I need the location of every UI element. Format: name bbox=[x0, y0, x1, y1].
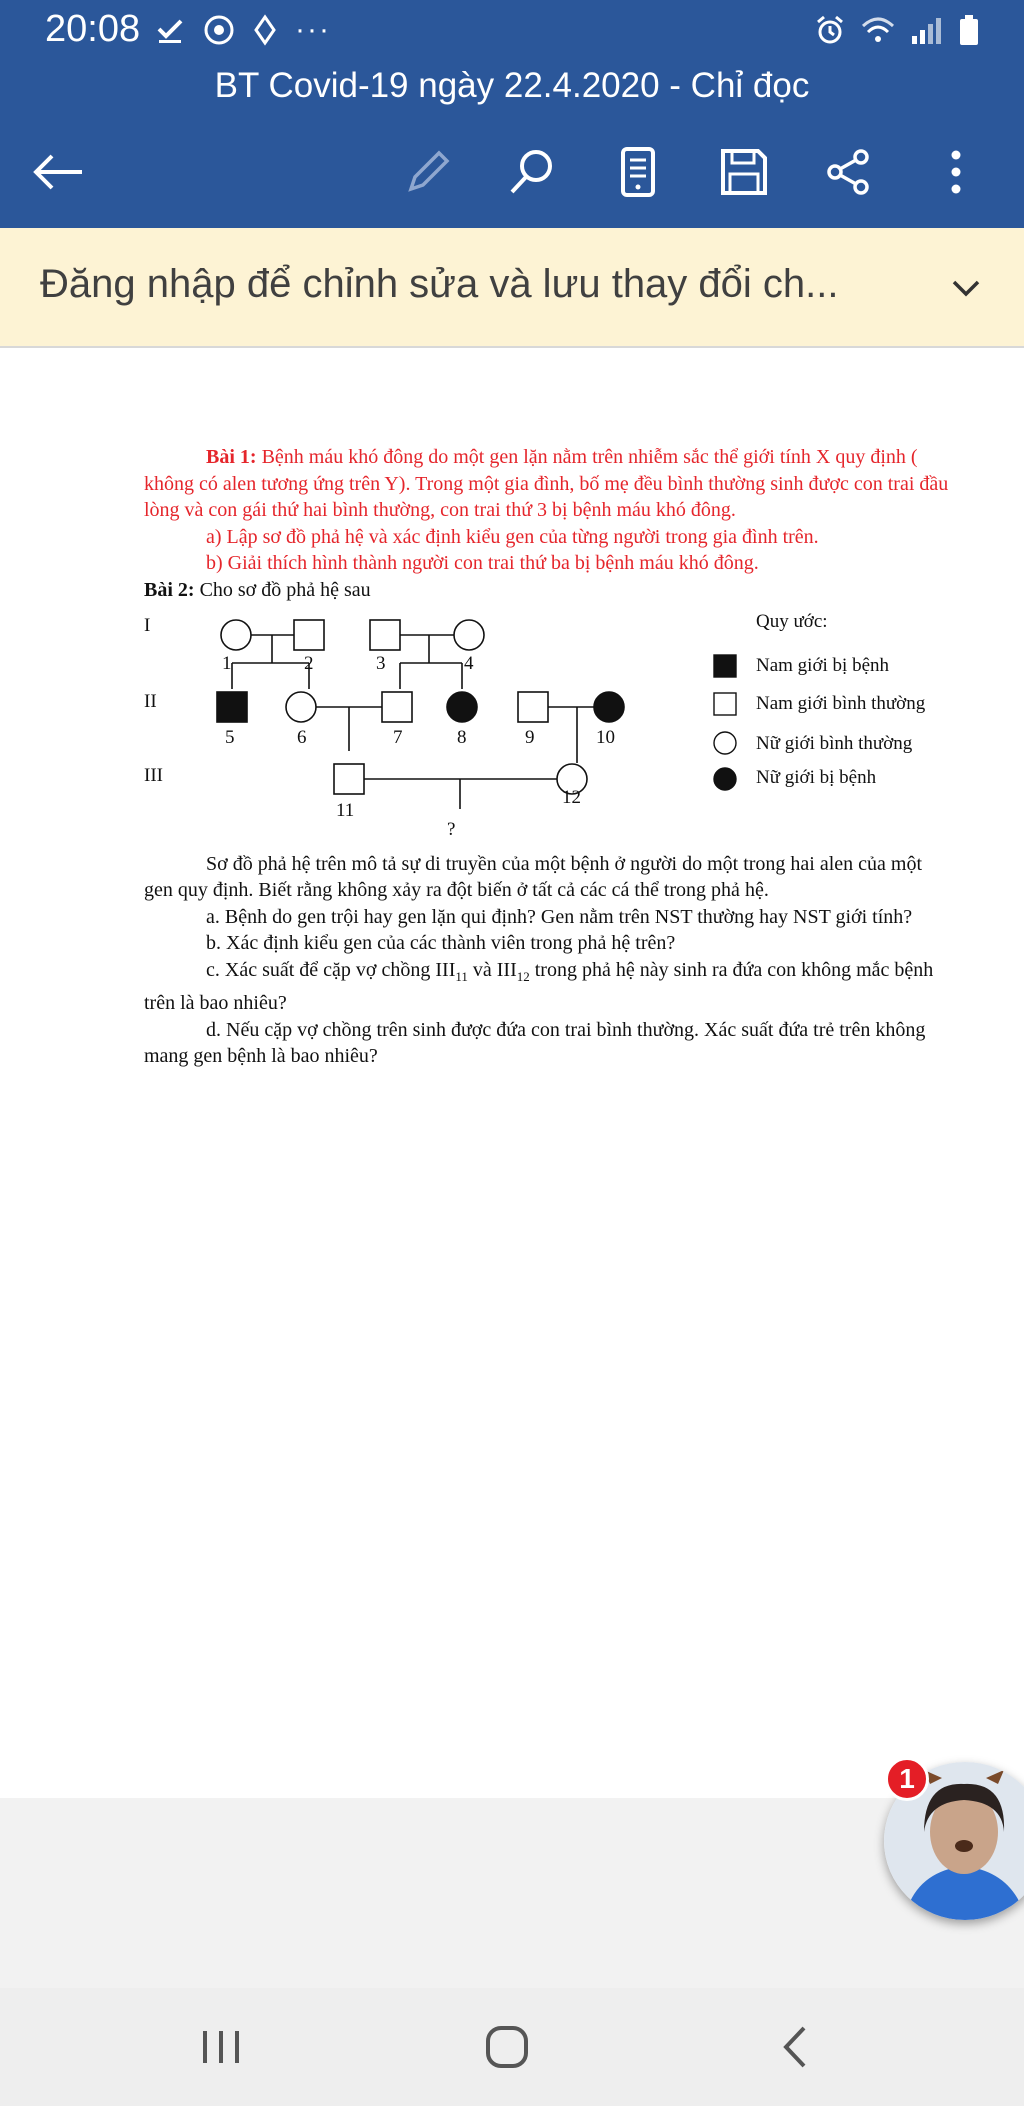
individual-3-normal-male bbox=[370, 620, 400, 650]
legend-item: Nữ giới bị bệnh bbox=[756, 767, 877, 788]
bai2-question-b: b. Xác định kiểu gen của các thành viên trong phả hệ trên? bbox=[206, 932, 676, 954]
bai2-label: Bài 2: bbox=[144, 578, 195, 601]
bai1-text: Bệnh máu khó đông do một gen lặn nằm trên nhiễm sắc thể giới tính X quy định ( không có alen tương ứng trên Y). Trong một gia đình, bố mẹ đều bình thường sinh được con trai đầu lòng và con gái thứ hai bình thường, con trai thứ 3 bị bệnh máu khó đông. bbox=[144, 446, 949, 521]
search-button[interactable] bbox=[500, 140, 564, 204]
status-time: 20:08 bbox=[45, 8, 141, 50]
home-button[interactable] bbox=[472, 2012, 542, 2082]
home-icon bbox=[484, 2024, 530, 2070]
individual-5-affected-male bbox=[217, 692, 247, 722]
individual-number: 10 bbox=[596, 727, 615, 748]
individual-8-affected-female bbox=[447, 692, 477, 722]
individual-number: 9 bbox=[525, 727, 535, 748]
battery-icon bbox=[958, 14, 980, 46]
individual-number: 11 bbox=[336, 800, 355, 821]
chat-head-badge: 1 bbox=[885, 1757, 929, 1801]
individual-11-normal-male bbox=[334, 764, 364, 794]
more-vertical-icon bbox=[946, 147, 966, 197]
individual-number: 5 bbox=[225, 727, 235, 748]
bai2-question-c-part1: c. Xác suất để cặp vợ chồng III bbox=[206, 958, 456, 981]
individual-number: 1 bbox=[222, 653, 232, 674]
legend-title: Quy ước: bbox=[756, 611, 828, 632]
location-icon bbox=[253, 14, 277, 46]
generation-label: I bbox=[144, 615, 151, 636]
individual-number: 7 bbox=[393, 727, 403, 748]
save-button[interactable] bbox=[712, 140, 776, 204]
bai2-question-d: d. Nếu cặp vợ chồng trên sinh được đứa con trai bình thường. Xác suất đứa trẻ trên không mang gen bệnh là bao nhiêu? bbox=[144, 1018, 926, 1067]
alarm-icon bbox=[814, 14, 846, 46]
generation-label: II bbox=[144, 691, 157, 712]
arrow-left-icon bbox=[32, 152, 84, 192]
bai2-question-c-sub2: 12 bbox=[516, 968, 530, 984]
legend-affected-female-symbol bbox=[714, 768, 736, 790]
individual-number: 2 bbox=[304, 653, 314, 674]
chrome-icon bbox=[203, 14, 235, 46]
individual-1-normal-female bbox=[221, 620, 251, 650]
pedigree-chart bbox=[144, 603, 954, 843]
share-icon bbox=[823, 147, 873, 197]
bai1-label: Bài 1: bbox=[206, 446, 257, 468]
bai1-question-b: b) Giải thích hình thành người con trai thứ ba bị bệnh máu khó đông. bbox=[206, 552, 759, 574]
bai2-heading bbox=[144, 577, 954, 604]
legend-normal-male-symbol bbox=[714, 693, 736, 715]
bai2-question-c-sub1: 11 bbox=[455, 968, 468, 984]
back-nav-icon bbox=[780, 2024, 810, 2070]
signal-icon bbox=[910, 14, 944, 46]
individual-10-affected-female bbox=[594, 692, 624, 722]
individual-9-normal-male bbox=[518, 692, 548, 722]
individual-number: 4 bbox=[464, 653, 474, 674]
phone-view-icon bbox=[618, 146, 658, 198]
save-icon bbox=[718, 146, 770, 198]
document-page bbox=[0, 348, 1024, 1798]
app-header bbox=[0, 0, 1024, 228]
status-bar bbox=[0, 0, 1024, 62]
pencil-icon bbox=[403, 147, 453, 197]
generation-label: III bbox=[144, 765, 163, 786]
bai2-question-c-part3: trong phả hệ này sinh ra đứa con không mắc bệnh trên là bao nhiêu? bbox=[144, 958, 934, 1014]
search-icon bbox=[506, 146, 558, 198]
bai2-question-a: a. Bệnh do gen trội hay gen lặn qui định? Gen nằm trên NST thường hay NST giới tính? bbox=[206, 905, 913, 928]
bai2-question-c-part2: và III bbox=[467, 958, 517, 981]
individual-2-normal-male bbox=[294, 620, 324, 650]
bai2-intro: Cho sơ đồ phả hệ sau bbox=[194, 578, 371, 601]
pedigree-lines bbox=[232, 635, 606, 809]
legend-item: Nam giới bình thường bbox=[756, 693, 926, 714]
download-done-icon bbox=[155, 15, 185, 45]
sign-in-banner[interactable] bbox=[0, 228, 1024, 348]
legend-item: Nam giới bị bệnh bbox=[756, 655, 889, 676]
individual-4-normal-female bbox=[454, 620, 484, 650]
legend-affected-male-symbol bbox=[714, 655, 736, 677]
recent-apps-icon bbox=[199, 2027, 243, 2067]
more-options-button[interactable] bbox=[924, 140, 988, 204]
legend-item: Nữ giới bình thường bbox=[756, 733, 913, 754]
individual-number: 6 bbox=[297, 727, 307, 748]
unknown-child-label: ? bbox=[447, 819, 456, 840]
recent-apps-button[interactable] bbox=[186, 2012, 256, 2082]
more-notifications-icon: ··· bbox=[295, 13, 331, 46]
legend-normal-female-symbol bbox=[714, 732, 736, 754]
individual-number: 8 bbox=[457, 727, 467, 748]
document-content bbox=[144, 444, 954, 1070]
document-title: BT Covid-19 ngày 22.4.2020 - Chỉ đọc bbox=[214, 66, 810, 105]
edit-button[interactable] bbox=[396, 140, 460, 204]
individual-6-normal-female bbox=[286, 692, 316, 722]
bai1-paragraph bbox=[144, 444, 954, 524]
wifi-icon bbox=[860, 14, 896, 46]
bai1-question-a: a) Lập sơ đồ phả hệ và xác định kiểu gen của từng người trong gia đình trên. bbox=[206, 525, 819, 548]
individual-number: 12 bbox=[562, 787, 581, 808]
share-button[interactable] bbox=[816, 140, 880, 204]
individual-number: 3 bbox=[376, 653, 386, 674]
bai2-question-c bbox=[144, 957, 954, 1017]
chevron-down-icon[interactable] bbox=[944, 266, 988, 310]
back-nav-button[interactable] bbox=[760, 2012, 830, 2082]
bai2-description: Sơ đồ phả hệ trên mô tả sự di truyền của một bệnh ở người do một trong hai alen của một gen quy định. Biết rằng không xảy ra đột biến ở tất cả các cá thể trong phả hệ. bbox=[144, 852, 923, 901]
individual-7-normal-male bbox=[382, 692, 412, 722]
back-button[interactable] bbox=[26, 140, 90, 204]
sign-in-banner-text: Đăng nhập để chỉnh sửa và lưu thay đổi ch... bbox=[40, 262, 839, 306]
mobile-view-button[interactable] bbox=[606, 140, 670, 204]
system-nav-bar bbox=[0, 1988, 1024, 2106]
